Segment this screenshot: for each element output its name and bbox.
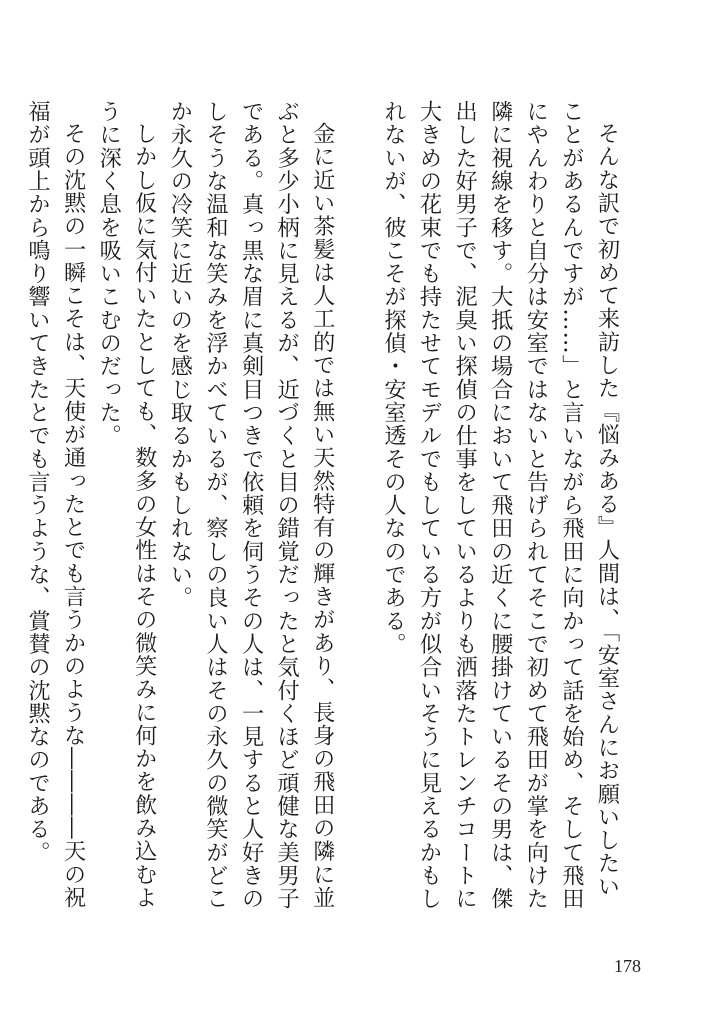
- paragraph-gap: [339, 100, 375, 912]
- paragraph-4: その沈黙の一瞬こそは、天使が通ったとでも言うかのような――――天の祝福が頭上から鳴り響いてきたとでも言うような、賞賛の沈黙なのである。: [24, 100, 87, 910]
- page-number: 178: [614, 956, 641, 976]
- vertical-body-text: [19, 100, 624, 912]
- paragraph-3: しかし仮に気付いたとしても、数多の女性はその微笑みに何かを飲み込むように深く息を吸いこむのだった。: [95, 100, 158, 910]
- paragraph-2: 金に近い茶髪は人工的では無い天然特有の輝きがあり、長身の飛田の隣に並ぶと多少小柄に見えるが、近づくと目の錯覚だったと気付くほど頑健な美男子である。真っ黒な眉に真剣目つきで依頼を伺うその人は、一見すると人好きのしそうな温和な笑みを浮かべているが、察しの良い人はその永久の微笑がどこか永久の冷笑に近いのを感じ取るかもしれない。: [166, 100, 336, 911]
- paragraph-1: そんな訳で初めて来訪した『悩みある』人間は、「安室さんにお願いしたいことがあるんですが……」と言いながら飛田に向かって話を始め、そして飛田にやんわりと自分は安室ではないと告げられてそこで初めて飛田が掌を向けた隣に視線を移す。大抵の場合において飛田の近くに腰掛けているその男は、傑出した好男子で、泥臭い探偵の仕事をしているよりも洒落たトレンチコートに大きめの花束でも持たせてモデルでもしている方が似合いそうに見えるかもしれないが、彼こそが探偵・安室透その人なのである。: [380, 100, 620, 911]
